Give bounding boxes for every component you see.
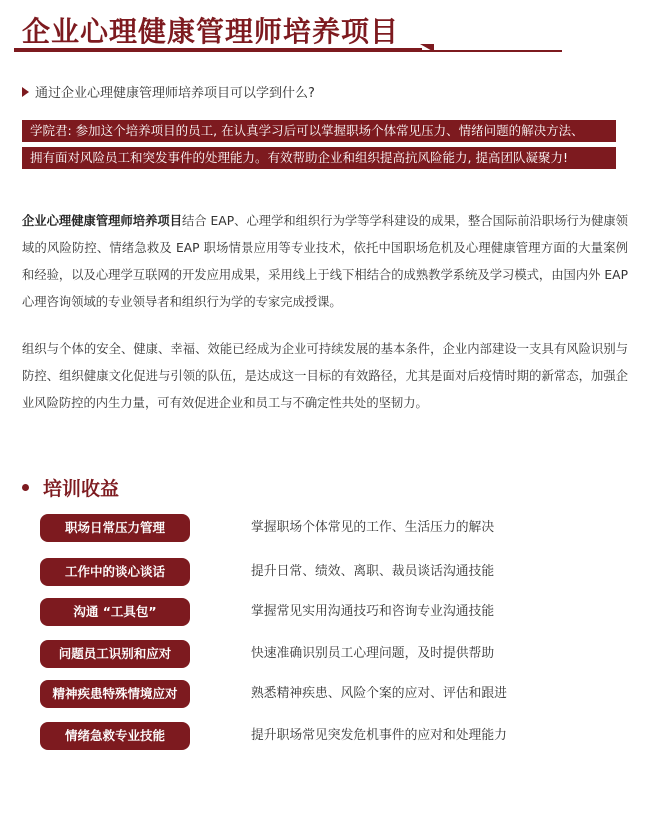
benefit-label: 工作中的谈心谈话 xyxy=(40,558,190,586)
intro-answer-line-2: 拥有面对风险员工和突发事件的处理能力。有效帮助企业和组织提高抗风险能力, 提高团队凝聚力! xyxy=(22,147,616,169)
intro-question xyxy=(22,82,315,101)
benefit-row xyxy=(40,640,620,670)
benefit-label: 精神疾患特殊情境应对 xyxy=(40,680,190,708)
benefits-heading xyxy=(22,474,119,501)
intro-answer xyxy=(22,120,616,174)
benefit-row xyxy=(40,722,620,752)
title-underline-thin xyxy=(422,50,562,52)
intro-question-text: 通过企业心理健康管理师培养项目可以学到什么? xyxy=(35,86,315,101)
body-paragraph-1 xyxy=(22,208,628,316)
body-paragraph-1-text: 结合 EAP、心理学和组织行为学等学科建设的成果，整合国际前沿职场行为健康领域的风险防控、情绪急救及 EAP 职场情景应用等专业技术，依托中国职场危机及心理健康管理方面的大量案例和经验，以及心理学互联网的开发应用成果，采用线上于线下相结合的成熟教学系统及学习模式，由国内外 EAP 心理咨询领域的专业领导者和组织行为学的专家完成授课。 xyxy=(22,214,628,309)
benefit-description: 熟悉精神疾患、风险个案的应对、评估和跟进 xyxy=(251,686,507,701)
title-underline xyxy=(14,48,422,52)
triangle-bullet-icon xyxy=(22,87,29,97)
benefit-label: 问题员工识别和应对 xyxy=(40,640,190,668)
benefits-heading-text: 培训收益 xyxy=(43,478,120,500)
benefit-description: 提升日常、绩效、离职、裁员谈话沟通技能 xyxy=(251,564,495,579)
benefit-description: 掌握职场个体常见的工作、生活压力的解决 xyxy=(251,520,495,535)
benefit-row xyxy=(40,514,620,544)
benefit-description: 提升职场常见突发危机事件的应对和处理能力 xyxy=(251,728,507,743)
bullet-dot-icon xyxy=(22,484,29,491)
benefit-row xyxy=(40,680,620,710)
benefit-description: 掌握常见实用沟通技巧和咨询专业沟通技能 xyxy=(251,604,495,619)
benefit-label: 沟通 “工具包” xyxy=(40,598,190,626)
benefit-row xyxy=(40,558,620,588)
benefit-label: 情绪急救专业技能 xyxy=(40,722,190,750)
intro-answer-line-1: 学院君: 参加这个培养项目的员工, 在认真学习后可以掌握职场个体常见压力、情绪问题的解决方法、 xyxy=(22,120,616,142)
body-paragraph-1-lead: 企业心理健康管理师培养项目 xyxy=(22,214,182,228)
benefit-label: 职场日常压力管理 xyxy=(40,514,190,542)
benefit-row xyxy=(40,598,620,628)
page-title: 企业心理健康管理师培养项目 xyxy=(22,15,400,48)
benefit-description: 快速准确识别员工心理问题，及时提供帮助 xyxy=(251,646,495,661)
body-paragraph-2: 组织与个体的安全、健康、幸福、效能已经成为企业可持续发展的基本条件，企业内部建设一支具有风险识别与防控、组织健康文化促进与引领的队伍，是达成这一目标的有效路径，尤其是面对后疫情时期的新常态，加强企业风险防控的内生力量，可有效促进企业和员工与不确定性共处的坚韧力。 xyxy=(22,342,628,410)
